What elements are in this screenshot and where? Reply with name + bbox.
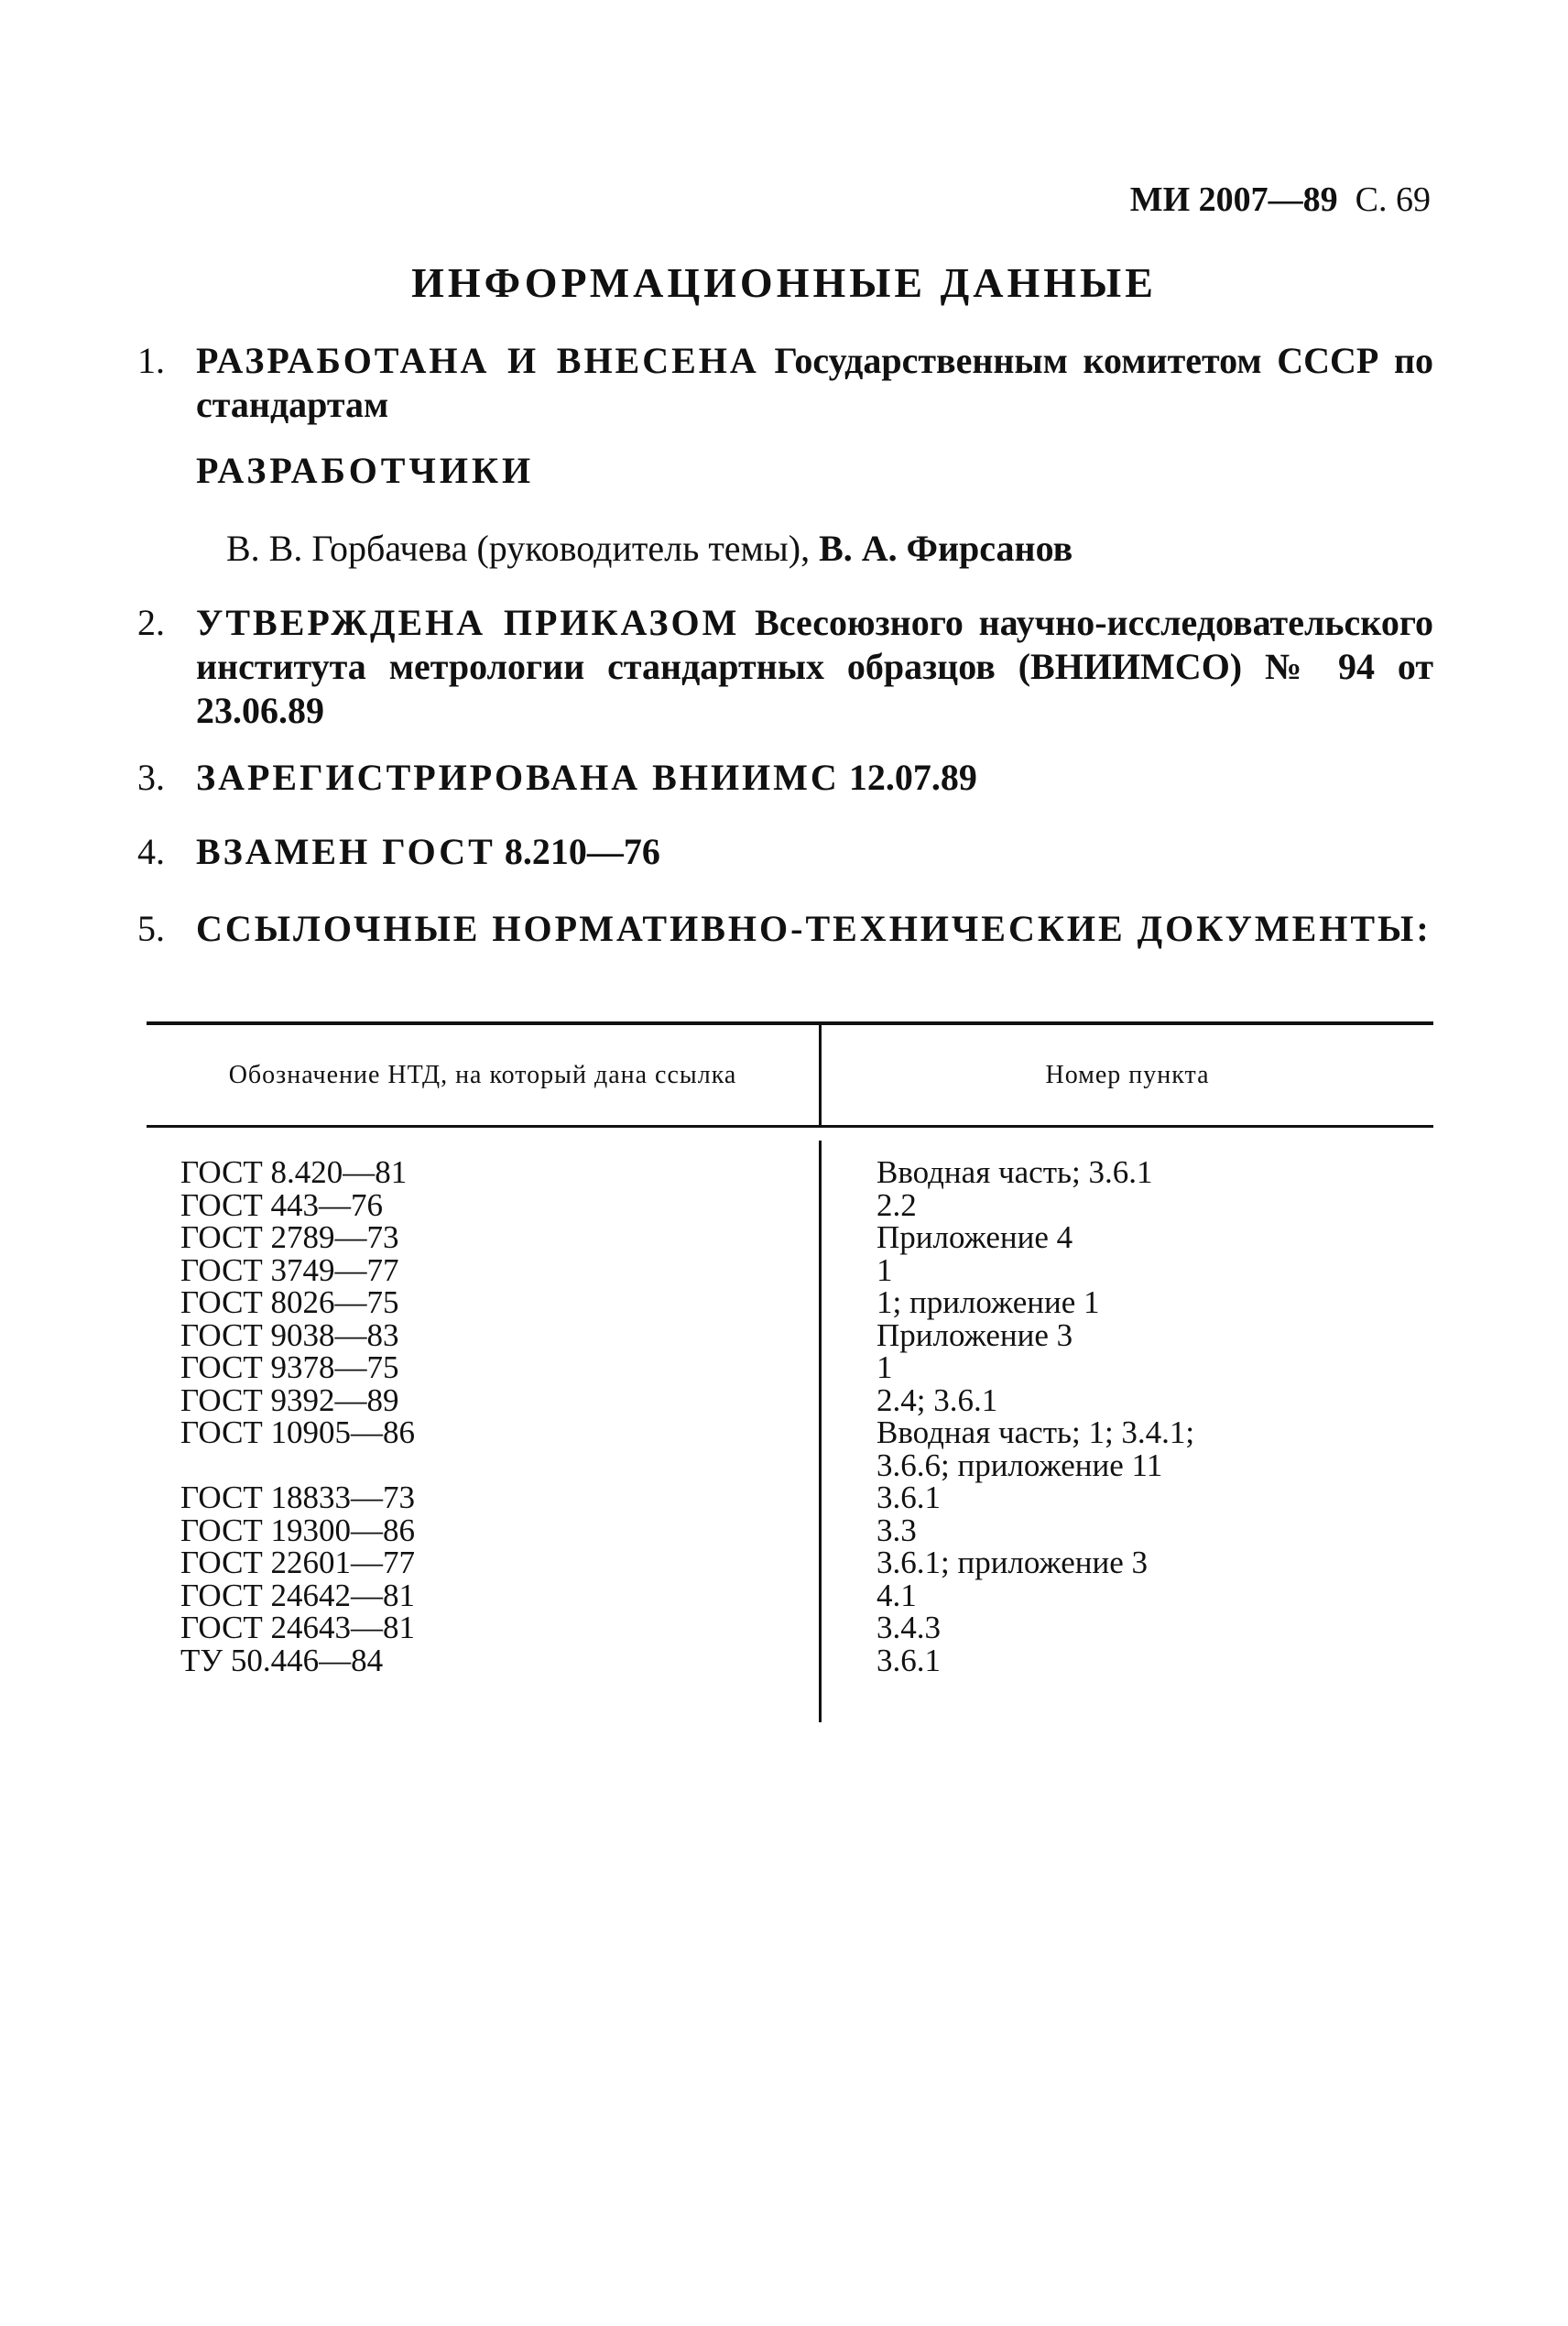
table-cell-ntd: ГОСТ 10905—86: [180, 1414, 416, 1450]
clause-column: [877, 1156, 1194, 1676]
page-header: [1130, 180, 1431, 220]
table-cell-clause: 1: [877, 1251, 893, 1288]
item-number: 5.: [137, 908, 165, 949]
table-cell-ntd: ГОСТ 443—76: [180, 1186, 384, 1223]
table-column-divider: [819, 1141, 822, 1722]
table-top-rule: [147, 1021, 1433, 1025]
table-cell-clause: 3.3: [877, 1512, 917, 1548]
table-cell-clause: 4.1: [877, 1577, 917, 1613]
table-cell-ntd: ГОСТ 19300—86: [180, 1512, 416, 1548]
table-cell-ntd: ГОСТ 24643—81: [180, 1610, 416, 1645]
item-text: 8.210—76: [504, 831, 660, 872]
item-number: 3.: [137, 757, 165, 798]
item-caps: РАЗРАБОТАНА И ВНЕСЕНА: [196, 340, 759, 381]
table-cell-ntd: ГОСТ 9392—89: [180, 1381, 399, 1418]
item-text: 12.07.89: [848, 757, 977, 798]
table-cell-ntd: ГОСТ 18833—73: [180, 1480, 416, 1515]
table-cell-ntd: ГОСТ 2789—73: [180, 1219, 399, 1255]
table-cell-ntd: ГОСТ 9038—83: [180, 1316, 399, 1353]
info-item-5: [137, 907, 1433, 951]
author-name: В. А. Фирсанов: [819, 528, 1073, 569]
item-text: Всесоюзного научно-исследовательского института метрологии стандартных образцов (ВНИИМСО) № 94 от 23.06.89: [196, 602, 1433, 731]
table-cell-ntd: ГОСТ 24642—81: [180, 1577, 416, 1613]
info-item-2: [137, 601, 1433, 733]
table-cell-clause: 1; приложение 1: [877, 1284, 1100, 1320]
item-text: Государственным комитетом СССР по стандартам: [196, 340, 1433, 425]
table-cell-clause: 3.6.6; приложение 11: [877, 1447, 1163, 1483]
table-cell-ntd: ГОСТ 22601—77: [180, 1545, 416, 1580]
table-cell-clause: 2.2: [877, 1186, 917, 1223]
table-cell-ntd: ГОСТ 9378—75: [180, 1349, 399, 1385]
table-cell-clause: 1: [877, 1349, 893, 1385]
author-name: В. В. Горбачева: [226, 528, 468, 569]
developers-heading: РАЗРАБОТЧИКИ: [196, 450, 535, 491]
table-cell-ntd: [180, 1449, 415, 1482]
table-cell-ntd: ТУ 50.446—84: [180, 1642, 384, 1678]
table-cell-clause: Приложение 3: [877, 1316, 1073, 1353]
doc-code: МИ 2007—89: [1129, 180, 1338, 219]
author-role: (руководитель темы),: [476, 528, 811, 569]
table-cell-clause: Вводная часть; 1; 3.4.1;: [877, 1414, 1195, 1450]
item-number: 1.: [137, 340, 165, 381]
item-caps: ВЗАМЕН ГОСТ: [196, 831, 495, 872]
table-cell-ntd: ГОСТ 3749—77: [180, 1251, 399, 1288]
table-cell-clause: 3.6.1: [877, 1480, 941, 1515]
table-cell-clause: 2.4; 3.6.1: [877, 1381, 998, 1418]
table-cell-clause: 3.6.1: [877, 1642, 941, 1678]
table-header-rule: [147, 1125, 1433, 1128]
table-cell-clause: Приложение 4: [877, 1219, 1073, 1255]
item-caps: ЗАРЕГИСТРИРОВАНА ВНИИМС: [196, 757, 840, 798]
table-header-ntd: Обозначение НТД, на который дана ссылка: [228, 1061, 737, 1089]
developers-list: [226, 527, 1073, 570]
table-cell-clause: 3.4.3: [877, 1610, 941, 1645]
item-number: 2.: [137, 602, 165, 643]
table-cell-clause: 3.6.1; приложение 3: [877, 1545, 1149, 1580]
item-number: 4.: [137, 831, 165, 872]
info-item-1: [137, 339, 1433, 427]
info-item-4: [137, 830, 1433, 874]
table-cell-ntd: ГОСТ 8026—75: [180, 1284, 399, 1320]
table-cell-clause: Вводная часть; 3.6.1: [877, 1154, 1153, 1190]
page-title: ИНФОРМАЦИОННЫЕ ДАННЫЕ: [411, 259, 1157, 306]
page-number: С. 69: [1355, 180, 1431, 219]
item-caps: УТВЕРЖДЕНА ПРИКАЗОМ: [196, 602, 740, 643]
item-caps: ССЫЛОЧНЫЕ НОРМАТИВНО-ТЕХНИЧЕСКИЕ ДОКУМЕНТЫ:: [196, 908, 1432, 949]
table-cell-ntd: ГОСТ 8.420—81: [180, 1154, 408, 1190]
info-item-3: [137, 756, 1433, 800]
ntd-column: [180, 1156, 415, 1676]
table-header-clause: Номер пункта: [1045, 1061, 1210, 1089]
